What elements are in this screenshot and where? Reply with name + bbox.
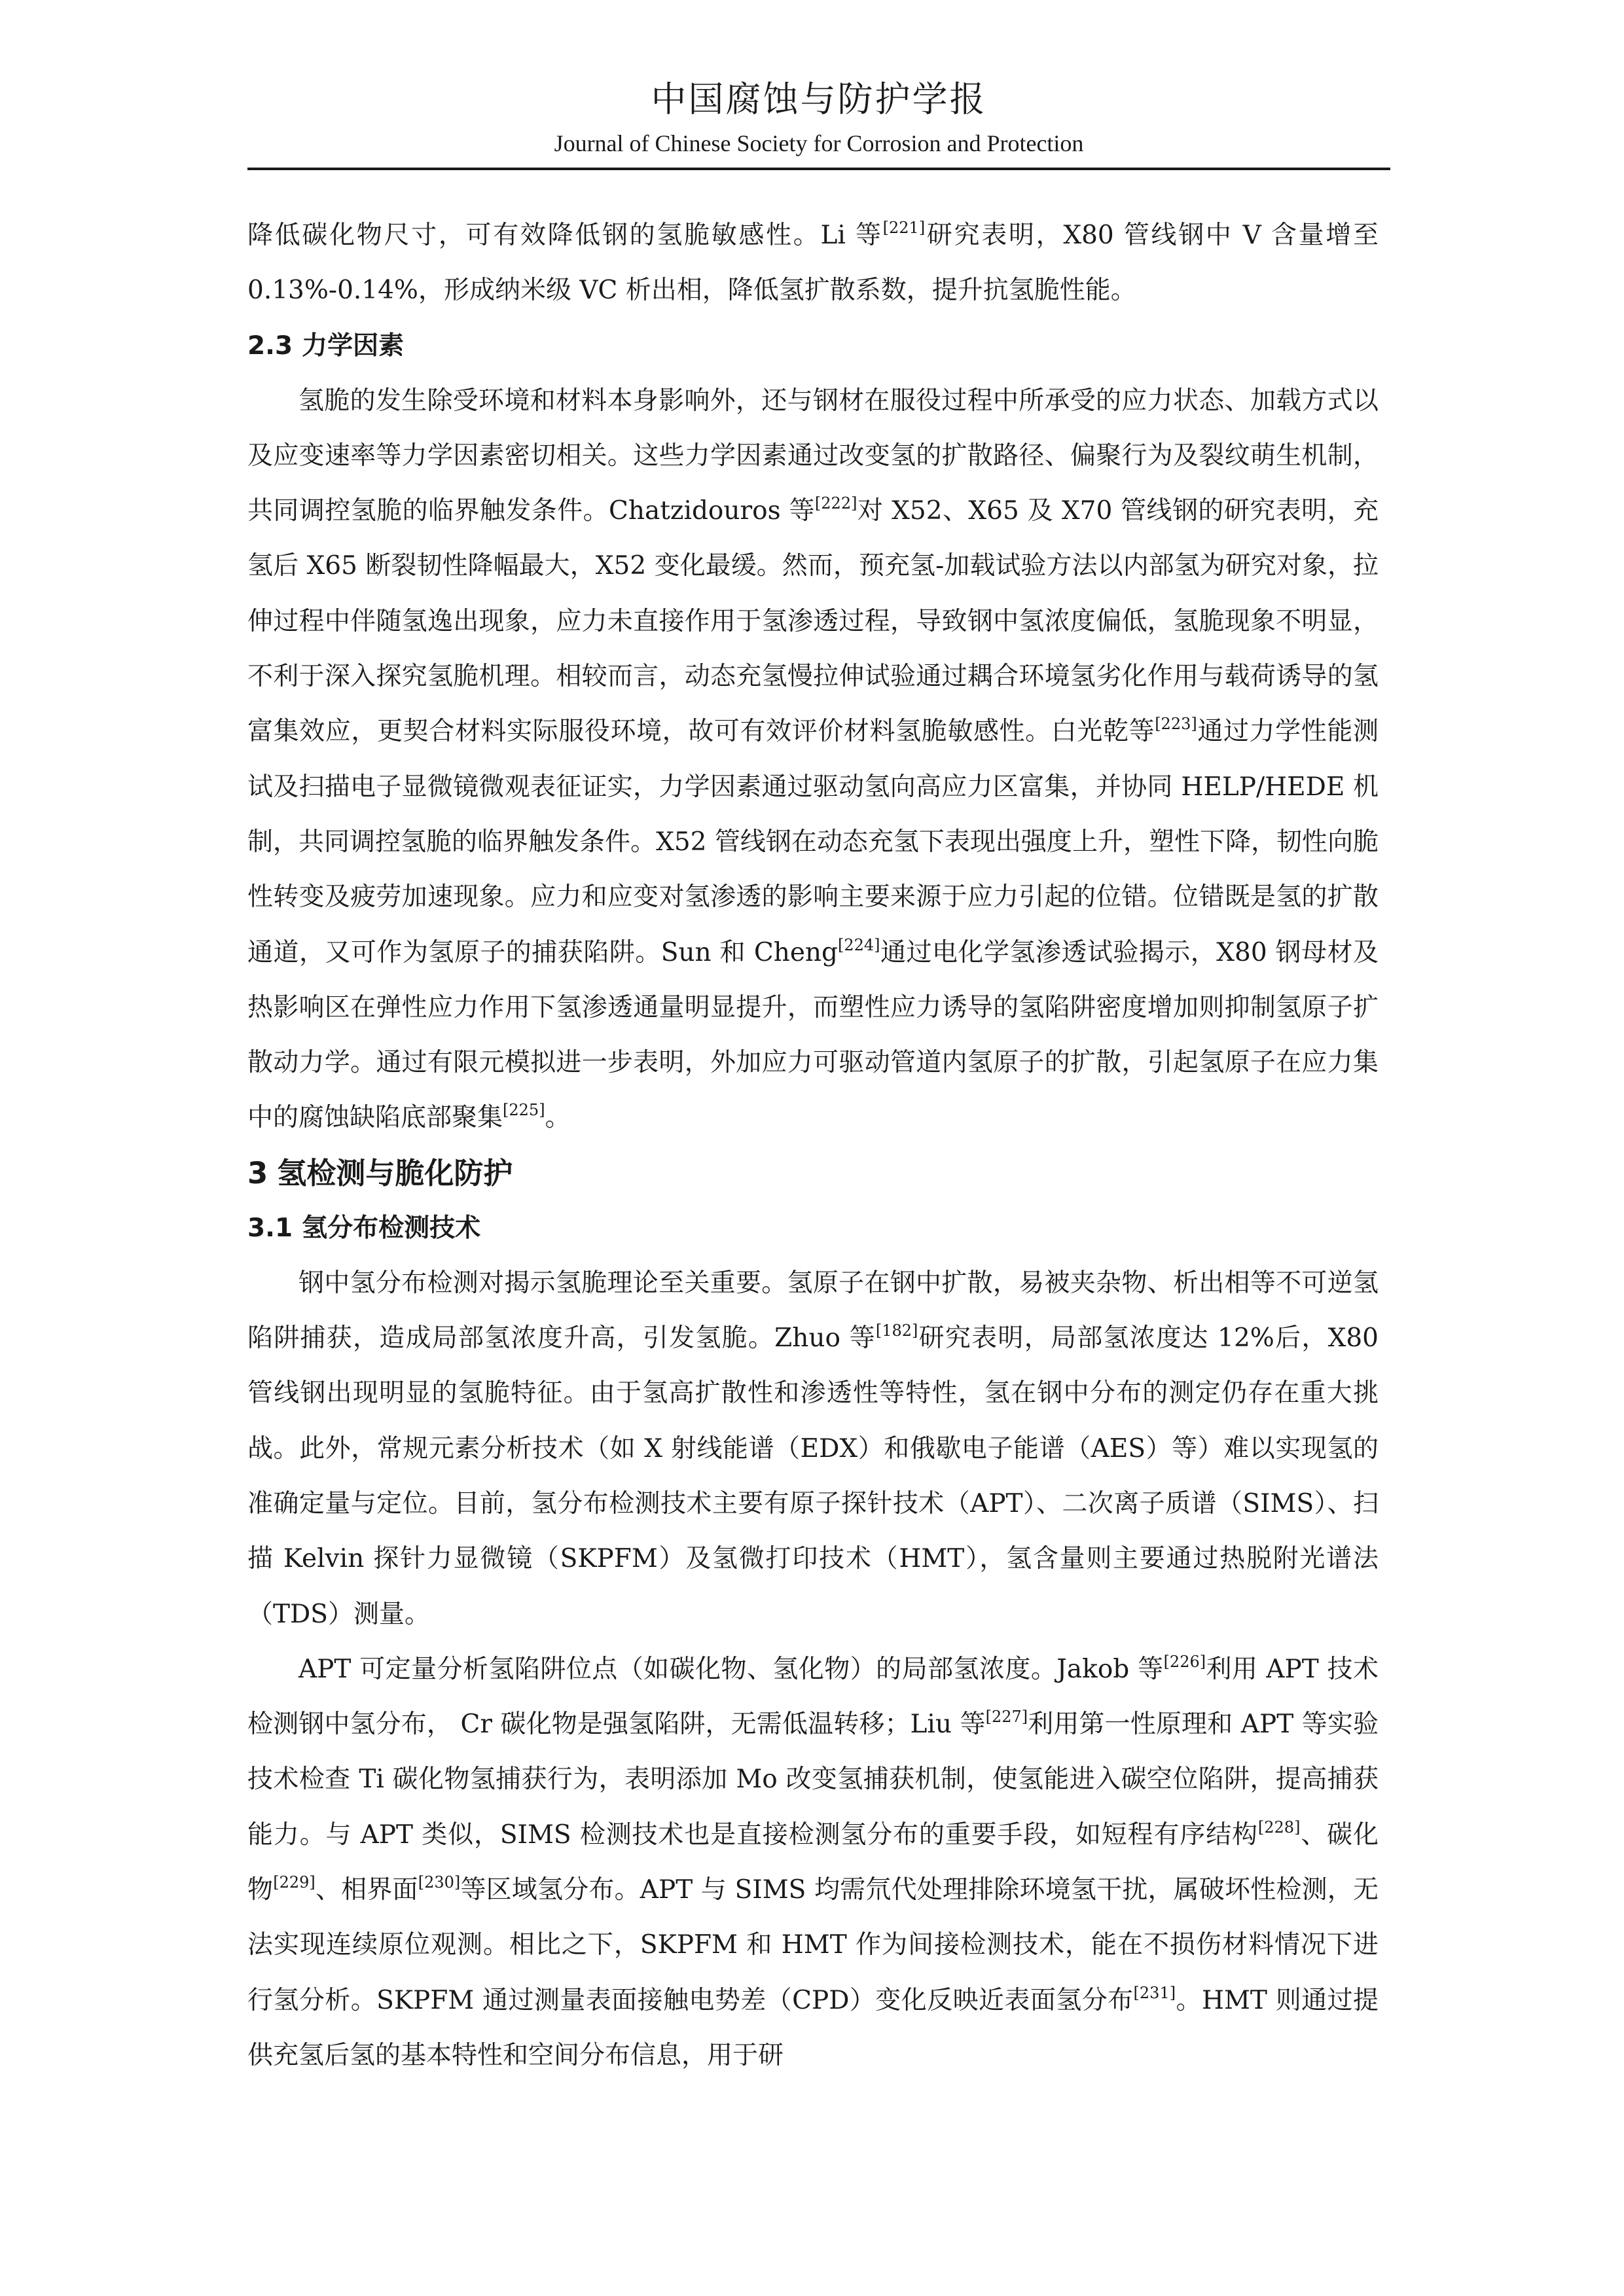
citation: [227] [985, 1708, 1028, 1727]
citation: [223] [1155, 715, 1197, 734]
paragraph-carbide-size: 降低碳化物尺寸，可有效降低钢的氢脆敏感性。Li 等[221]研究表明，X80 管线钢中 V 含量增至 0.13%-0.14%，形成纳米级 VC 析出相，降低氢扩散系数，提升抗氢脆性能。 [247, 219, 1379, 306]
journal-title-cn: 中国腐蚀与防护学报 [651, 79, 987, 120]
paragraph-apt-sims: APT 可定量分析氢陷阱位点（如碳化物、氢化物）的局部氢浓度。Jakob 等[226]利用 APT 技术检测钢中氢分布， Cr 碳化物是强氢陷阱，无需低温转移；Liu 等[227]利用第一性原理和 APT 等实验技术检查 Ti 碳化物氢捕获行为，表明添加 Mo 改变氢捕获机制，使氢能进入碳空位陷阱，提高捕获能力。与 APT 类似，SIMS 检测技术也是直接检测氢分布的重要手段，如短程有序结构[228]、碳化物[229]、相界面[230]等区域氢分布。APT 与 SIMS 均需氘代处理排除环境氢干扰，属破坏性检测，无法实现连续原位观测。相比之下，SKPFM 和 HMT 作为间接检测技术，能在不损伤材料情况下进行氢分析。SKPFM 通过测量表面接触电势差（CPD）变化反映近表面氢分布[231]。HMT 则通过提供充氢后氢的基本特性和空间分布信息，用于研 [247, 1652, 1379, 2070]
citation: [228] [1257, 1818, 1301, 1837]
citation: [229] [273, 1873, 316, 1892]
citation: [221] [882, 219, 926, 237]
citation: [226] [1163, 1652, 1206, 1671]
header-divider [247, 168, 1390, 170]
article-body [247, 208, 1379, 2083]
citation: [231] [1133, 1983, 1176, 2002]
section-heading-2-3: 2.3 力学因素 [247, 331, 405, 361]
citation: [225] [503, 1101, 545, 1120]
citation: [222] [814, 494, 857, 513]
citation: [224] [838, 935, 880, 954]
section-heading-3: 3 氢检测与脆化防护 [247, 1155, 513, 1191]
journal-header [247, 73, 1390, 160]
paragraph-mechanical-factors: 氢脆的发生除受环境和材料本身影响外，还与钢材在服役过程中所承受的应力状态、加载方式以及应变速率等力学因素密切相关。这些力学因素通过改变氢的扩散路径、偏聚行为及裂纹萌生机制，共同调控氢脆的临界触发条件。Chatzidouros 等[222]对 X52、X65 及 X70 管线钢的研究表明，充氢后 X65 断裂韧性降幅最大，X52 变化最缓。然而，预充氢-加载试验方法以内部氢为研究对象，拉伸过程中伴随氢逸出现象，应力未直接作用于氢渗透过程，导致钢中氢浓度偏低，氢脆现象不明显，不利于深入探究氢脆机理。相较而言，动态充氢慢拉伸试验通过耦合环境氢劣化作用与载荷诱导的氢富集效应，更契合材料实际服役环境，故可有效评价材料氢脆敏感性。白光乾等[223]通过力学性能测试及扫描电子显微镜微观表征证实，力学因素通过驱动氢向高应力区富集，并协同 HELP/HEDE 机制，共同调控氢脆的临界触发条件。X52 管线钢在动态充氢下表现出强度上升，塑性下降，韧性向脆性转变及疲劳加速现象。应力和应变对氢渗透的影响主要来源于应力引起的位错。位错既是氢的扩散通道，又可作为氢原子的捕获陷阱。Sun 和 Cheng[224]通过电化学氢渗透试验揭示，X80 钢母材及热影响区在弹性应力作用下氢渗透通量明显提升，而塑性应力诱导的氢陷阱密度增加则抑制氢原子扩散动力学。通过有限元模拟进一步表明，外加应力可驱动管道内氢原子的扩散，引起氢原子在应力集中的腐蚀缺陷底部聚集[225]。 [247, 386, 1379, 1133]
paragraph-hydrogen-distribution: 钢中氢分布检测对揭示氢脆理论至关重要。氢原子在钢中扩散，易被夹杂物、析出相等不可逆氢陷阱捕获，造成局部氢浓度升高，引发氢脆。Zhuo 等[182]研究表明，局部氢浓度达 12%后，X80 管线钢出现明显的氢脆特征。由于氢高扩散性和渗透性等特性，氢在钢中分布的测定仍存在重大挑战。此外，常规元素分析技术（如 X 射线能谱（EDX）和俄歇电子能谱（AES）等）难以实现氢的准确定量与定位。目前，氢分布检测技术主要有原子探针技术（APT）、二次离子质谱（SIMS）、扫描 Kelvin 探针力显微镜（SKPFM）及氢微打印技术（HMT），氢含量则主要通过热脱附光谱法（TDS）测量。 [247, 1268, 1379, 1629]
journal-title-en: Journal of Chinese Society for Corrosion and Protection [554, 130, 1084, 156]
citation: [182] [875, 1321, 918, 1340]
section-heading-3-1: 3.1 氢分布检测技术 [247, 1213, 481, 1243]
citation: [230] [418, 1873, 461, 1892]
